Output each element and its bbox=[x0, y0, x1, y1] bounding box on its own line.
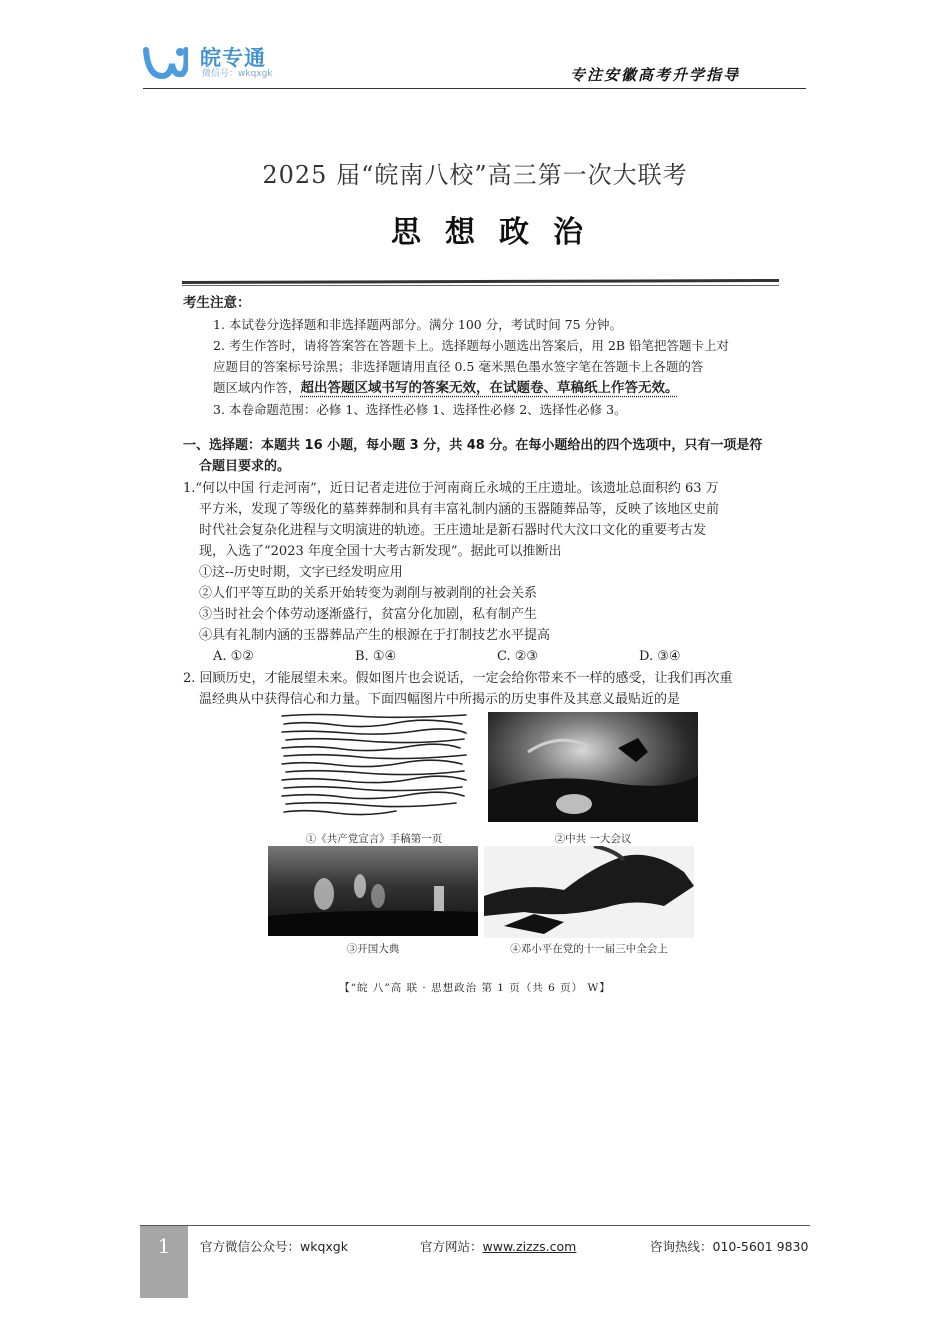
subject-title: 思想政治 bbox=[391, 215, 607, 250]
q1-choice-c: C. ②③ bbox=[497, 649, 539, 664]
q1-statement-3: ③当时社会个体劳动逐渐盛行，贫富分化加剧，私有制产生 bbox=[199, 607, 538, 622]
website-link[interactable]: www.zizzs.com bbox=[482, 1239, 577, 1254]
figure-3-caption: ③开国大典 bbox=[346, 943, 400, 955]
notice-emphasis: 超出答题区域书写的答案无效，在试题卷、草稿纸上作答无效。 bbox=[300, 380, 679, 396]
q2-stem-line1: 2. 回顾历史，才能展望未来。假如图片也会说话，一定会给你带来不一样的感受，让我们再次重 bbox=[183, 671, 733, 686]
q1-statement-1: ①这--历史时期，文字已经发明应用 bbox=[199, 565, 403, 580]
website-label: 官方网站： bbox=[420, 1239, 483, 1254]
q1-statement-2: ②人们平等互助的关系开始转变为剥削与被剥削的社会关系 bbox=[199, 586, 538, 601]
logo-w-icon bbox=[142, 42, 188, 82]
title-divider-thin bbox=[182, 285, 779, 286]
section-heading-line2: 合题目要求的。 bbox=[199, 459, 291, 474]
logo-subtitle: 微信号：wkqxgk bbox=[202, 69, 273, 79]
candidate-notice bbox=[183, 293, 783, 420]
notice-item-2b: 应题目的答案标号涂黑；非选择题请用直径 0.5 毫米黑色墨水签字笔在答题卡上各题的答 bbox=[213, 359, 704, 374]
exam-title: 2025 届“皖南八校”高三第一次大联考 bbox=[262, 161, 688, 189]
q1-choice-b: B. ①④ bbox=[355, 649, 397, 664]
notice-item-3: 3. 本卷命题范围：必修 1、选择性必修 1、选择性必修 2、选择性必修 3。 bbox=[213, 402, 627, 417]
notice-item-2c-text: 题区域内作答， bbox=[213, 380, 301, 395]
figure-founding-ceremony-photo bbox=[268, 846, 478, 936]
bottom-divider bbox=[140, 1225, 810, 1226]
congress-photo-image bbox=[488, 712, 698, 822]
figure-1-caption: ①《共产党宣言》手稿第一页 bbox=[305, 833, 443, 845]
page-footer-label: 【“皖 八”高 联 · 思想政治 第 1 页（共 6 页） W】 bbox=[339, 982, 611, 994]
q1-choice-d: D. ③④ bbox=[639, 649, 681, 664]
figure-manifesto-manuscript bbox=[276, 712, 472, 826]
figure-first-congress-photo bbox=[488, 712, 698, 822]
title-divider-thick bbox=[182, 279, 779, 284]
q1-stem-line3: 时代社会复杂化进程与文明演进的轨迹。王庄遗址是新石器时代大汶口文化的重要考古发 bbox=[199, 523, 707, 538]
logo-text: 皖专通 bbox=[200, 46, 266, 70]
wechat-account: 官方微信公众号：wkqxgk bbox=[200, 1239, 348, 1254]
hotline-info: 咨询热线：010-5601 9830 bbox=[650, 1239, 809, 1254]
q1-statement-4: ④具有礼制内涵的玉器葬品产生的根源在于打制技艺水平提高 bbox=[199, 628, 551, 643]
manuscript-scribble-image bbox=[276, 712, 472, 826]
notice-item-2c bbox=[183, 377, 783, 399]
header-slogan: 专注安徽高考升学指导 bbox=[569, 66, 740, 84]
plenum-photo-image bbox=[484, 846, 694, 938]
figure-4-caption: ④邓小平在党的十一届三中全会上 bbox=[510, 943, 668, 955]
website-info bbox=[420, 1237, 576, 1255]
q1-choice-a: A. ①② bbox=[213, 649, 254, 664]
header-divider bbox=[143, 88, 806, 89]
page-number: 1 bbox=[140, 1226, 188, 1298]
figure-third-plenum-photo bbox=[484, 846, 694, 938]
q1-stem-line4: 现，入选了“2023 年度全国十大考古新发现”。据此可以推断出 bbox=[199, 544, 562, 559]
question-1 bbox=[183, 478, 781, 667]
q1-stem-line2: 平方米，发现了等级化的墓葬葬制和具有丰富礼制内涵的玉器随葬品等，反映了该地区史前 bbox=[199, 502, 720, 517]
notice-item-1: 1. 本试卷分选择题和非选择题两部分。满分 100 分，考试时间 75 分钟。 bbox=[213, 317, 623, 332]
q1-stem-line1: 1.“何以中国 行走河南”，近日记者走进位于河南商丘永城的王庄遗址。该遗址总面积约 63 万 bbox=[183, 481, 719, 496]
q1-choices bbox=[183, 646, 781, 667]
question-2 bbox=[183, 668, 781, 710]
notice-heading: 考生注意： bbox=[183, 295, 251, 311]
section-heading-line1: 一、选择题：本题共 16 小题，每小题 3 分，共 48 分。在每小题给出的四个选项中，只有一项是符 bbox=[183, 438, 763, 453]
ceremony-photo-image bbox=[268, 846, 478, 936]
figure-2-caption: ②中共 一大会议 bbox=[554, 833, 632, 845]
q2-stem-line2: 温经典从中获得信心和力量。下面四幅图片中所揭示的历史事件及其意义最贴近的是 bbox=[199, 692, 681, 707]
notice-item-2a: 2. 考生作答时，请将答案答在答题卡上。选择题每小题选出答案后，用 2B 铅笔把答题卡上对 bbox=[213, 338, 729, 353]
section-heading bbox=[183, 435, 781, 477]
logo bbox=[140, 40, 300, 84]
